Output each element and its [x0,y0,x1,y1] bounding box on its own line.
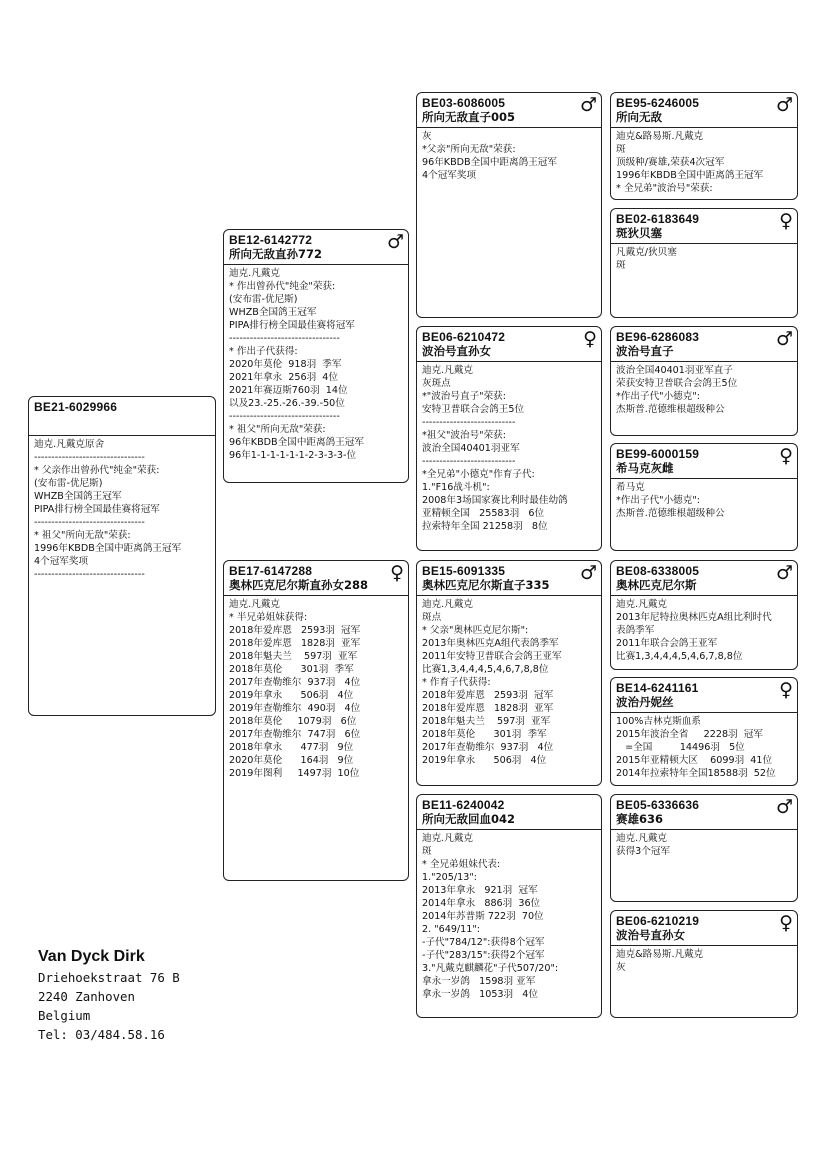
pigeon-name: 所向无敌直孙772 [229,247,323,261]
detail-line: --------------------------- [422,456,516,467]
ring-number: BE05-6336636 [616,798,700,812]
detail-line: WHZB全国鸽王冠军 [229,307,317,318]
detail-line: 迪克&路易斯.凡戴克 [616,949,704,960]
detail-line: --------------------------- [422,417,516,428]
detail-line: 2013年奥林匹克A组代表鸽季军 [422,638,559,649]
male-symbol-icon: ♂ [579,562,597,584]
ring-number: BE99-6000159 [616,447,700,461]
card-details [611,362,797,419]
female-symbol-icon: ♀ [779,912,793,934]
owner-city: 2240 Zanhoven [38,989,135,1004]
card-details [29,436,215,584]
detail-line: * 作出曾孙代"纯金"荣获: [229,281,336,292]
male-symbol-icon: ♂ [579,94,597,116]
detail-line: 96年KBDB全国中距离鸽王冠军 [422,157,557,168]
detail-line: 灰 [616,962,626,973]
card-details [417,362,601,536]
detail-line: 迪克&路易斯.凡戴克 [616,131,704,142]
pedigree-card-sdd [610,443,798,551]
detail-line: *全兄弟"小德克"作育子代: [422,469,535,480]
detail-line: 杰斯普.范德维根超级种公 [616,508,725,519]
detail-line: 100%吉林克斯血系 [616,716,701,727]
detail-line: 迪克.凡戴克 [229,599,281,610]
detail-line: 荣获安特卫普联合会鸽王5位 [616,378,738,389]
pedigree-card-dds [610,794,798,902]
detail-line: 比赛1,3,4,4,4,5,4,6,7,8,8位 [616,651,743,662]
detail-line: *祖父"波治号"荣获: [422,430,507,441]
detail-line: 迪克.凡戴克 [616,599,668,610]
detail-line: 2008年3场国家赛比利时最佳幼鸽 [422,495,568,506]
card-details [224,596,408,783]
detail-line: 2014年苏普斯 722羽 70位 [422,911,544,922]
pedigree-card-sire [223,229,409,483]
detail-line: 2013年拿永 921羽 冠军 [422,885,538,896]
detail-line: 2018年爱库恩 1828羽 亚军 [422,703,554,714]
female-symbol-icon: ♀ [583,328,597,350]
detail-line: * 父亲作出曾孙代"纯金"荣获: [34,465,160,476]
ring-number: BE06-6210219 [616,914,700,928]
detail-line: 迪克.凡戴克 [422,599,474,610]
detail-line: 2017年查勒维尔 937羽 4位 [229,677,361,688]
ring-number: BE96-6286083 [616,330,700,344]
detail-line: * 祖父"所向无敌"荣获: [229,424,326,435]
detail-line: 波治全国40401羽亚军直子 [616,365,733,376]
male-symbol-icon: ♂ [775,796,793,818]
detail-line: 2011年安特卫普联合会鸽王亚军 [422,651,562,662]
detail-line: 2019年查勒维尔 490羽 4位 [229,703,361,714]
card-details [417,128,601,185]
detail-line: PIPA排行榜全国最佳赛将冠军 [34,504,160,515]
ring-number: BE21-6029966 [34,400,118,414]
detail-line: 1."F16战斗机": [422,482,490,493]
detail-line: 2017年查勒维尔 747羽 6位 [229,729,361,740]
pedigree-card-subject [28,396,216,716]
pedigree-card-dss [610,560,798,670]
detail-line: 拿永一岁鸽 1053羽 4位 [422,989,538,1000]
pedigree-card-ddd [610,910,798,1018]
ring-number: BE02-6183649 [616,212,700,226]
detail-line: 2019年拿永 506羽 4位 [422,755,547,766]
detail-line: * 全兄弟姐妹代表: [422,859,501,870]
detail-line: 迪克.凡戴克原舍 [34,439,105,450]
detail-line: * 作育子代获得: [422,677,491,688]
detail-line: 斑点 [422,612,442,623]
pedigree-card-sss [610,92,798,200]
owner-country: Belgium [38,1008,91,1023]
pedigree-card-dam-sire [416,560,602,786]
detail-line: -------------------------------- [34,569,145,580]
detail-line: 斑 [422,846,432,857]
pedigree-card-dsd [610,677,798,786]
ring-number: BE17-6147288 [229,564,313,578]
detail-line: 安特卫普联合会鸽王5位 [422,404,525,415]
male-symbol-icon: ♂ [775,328,793,350]
ring-number: BE12-6142772 [229,233,313,247]
female-symbol-icon: ♀ [390,562,404,584]
detail-line: 迪克.凡戴克 [229,268,281,279]
ring-number: BE14-6241161 [616,681,699,695]
detail-line: 亚精顿全国 25583羽 6位 [422,508,545,519]
ring-number: BE08-6338005 [616,564,700,578]
card-details [611,596,797,666]
card-details [611,244,797,275]
detail-line: 灰斑点 [422,378,451,389]
female-symbol-icon: ♀ [779,679,793,701]
owner-name: Van Dyck Dirk [38,948,145,965]
detail-line: (安布雷-优尼斯) [229,294,298,305]
female-symbol-icon: ♀ [779,445,793,467]
detail-line: 2011年联合会鸽王亚军 [616,638,718,649]
pedigree-card-dam-dam [416,794,602,1018]
detail-line: 杰斯普.范德维根超级种公 [616,404,725,415]
detail-line: *"波治号直子"荣获: [422,391,507,402]
pigeon-name: 所向无敌 [616,110,662,124]
detail-line: 3."凡戴克麒麟花"子代507/20": [422,963,559,974]
detail-line: -子代"283/15":获得2个冠军 [422,950,545,961]
card-details [417,830,601,1004]
detail-line: 比赛1,3,4,4,4,5,4,6,7,8,8位 [422,664,549,675]
detail-line: 表鸽季军 [616,625,655,636]
detail-line: 2021年拿永 256羽 4位 [229,372,338,383]
ring-number: BE15-6091335 [422,564,506,578]
detail-line: WHZB全国鸽王冠军 [34,491,122,502]
pigeon-name: 波治号直孙女 [422,344,491,358]
pigeon-name: 斑狄贝塞 [616,226,662,240]
detail-line: -------------------------------- [34,517,145,528]
pigeon-name: 波治号直子 [616,344,674,358]
detail-line: * 父亲"奥林匹克尼尔斯": [422,625,529,636]
male-symbol-icon: ♂ [386,231,404,253]
detail-line: *父亲"所向无敌"荣获: [422,144,516,155]
pigeon-name: 赛雄636 [616,812,664,826]
pigeon-name: 奥林匹克尼尔斯直子335 [422,578,550,592]
pedigree-card-ssd [610,208,798,318]
detail-line: 1."205/13": [422,872,477,883]
pigeon-name: 希马克灰雌 [616,461,674,475]
detail-line: 2018年爱库恩 2593羽 冠军 [422,690,554,701]
detail-line: -------------------------------- [229,333,340,344]
pigeon-name: 所向无敌回血042 [422,812,516,826]
card-details [611,479,797,523]
ring-number: BE03-6086005 [422,96,506,110]
detail-line: 2014年拿永 886羽 36位 [422,898,541,909]
detail-line: * 作出子代获得: [229,346,298,357]
detail-line: 迪克.凡戴克 [422,365,474,376]
detail-line: 获得3个冠军 [616,846,671,857]
detail-line: =全国 14496羽 5位 [616,742,745,753]
detail-line: 2. "649/11": [422,924,481,935]
detail-line: 2019年图利 1497羽 10位 [229,768,360,779]
detail-line: 2015年亚精顿大区 6099羽 41位 [616,755,773,766]
male-symbol-icon: ♂ [775,562,793,584]
pigeon-name: 奥林匹克尼尔斯直孙女288 [229,578,369,592]
detail-line: PIPA排行榜全国最佳赛将冠军 [229,320,355,331]
male-symbol-icon: ♂ [775,94,793,116]
detail-line: 2020年莫伦 918羽 季军 [229,359,342,370]
pigeon-name: 所向无敌直子005 [422,110,516,124]
ring-number: BE11-6240042 [422,798,505,812]
detail-line: 2018年莫伦 301羽 季军 [422,729,547,740]
detail-line: 4个冠军奖项 [422,170,477,181]
detail-line: 迪克.凡戴克 [616,833,668,844]
detail-line: 96年KBDB全国中距离鸽王冠军 [229,437,364,448]
detail-line: 波治全国40401羽亚军 [422,443,520,454]
detail-line: -------------------------------- [34,452,145,463]
card-details [611,830,797,861]
detail-line: * 半兄弟姐妹获得: [229,612,308,623]
detail-line: 拿永一岁鸽 1598羽 亚军 [422,976,536,987]
owner-address [38,946,180,1044]
card-details [611,128,797,198]
detail-line: *作出子代"小德克": [616,391,701,402]
detail-line: 2018年莫伦 1079羽 6位 [229,716,357,727]
owner-phone: Tel: 03/484.58.16 [38,1027,165,1042]
card-details [417,596,601,770]
detail-line: -子代"784/12":获得8个冠军 [422,937,545,948]
detail-line: 2021年赛迈斯760羽 14位 [229,385,348,396]
detail-line: 希马克 [616,482,645,493]
pedigree-card-dam [223,560,409,881]
female-symbol-icon: ♀ [779,210,793,232]
detail-line: 2018年莫伦 301羽 季军 [229,664,354,675]
detail-line: 迪克.凡戴克 [422,833,474,844]
pigeon-name: 波治号直孙女 [616,928,685,942]
card-details [224,265,408,465]
card-details [611,946,797,977]
pedigree-card-sire-dam [416,326,602,551]
detail-line: 1996年KBDB全国中距离鸽王冠军 [34,543,182,554]
pigeon-name: 波治丹妮丝 [616,695,674,709]
detail-line: 灰 [422,131,432,142]
detail-line: 2018年爱库恩 1828羽 亚军 [229,638,361,649]
detail-line: 斑 [616,144,626,155]
pedigree-card-sire-sire [416,92,602,318]
pigeon-name: 奥林匹克尼尔斯 [616,578,697,592]
ring-number: BE95-6246005 [616,96,700,110]
detail-line: 凡戴克/狄贝塞 [616,247,677,258]
detail-line: 拉索特年全国 21258羽 8位 [422,521,548,532]
detail-line: (安布雷-优尼斯) [34,478,103,489]
detail-line: 斑 [616,260,626,271]
detail-line: 2013年尼特拉奥林匹克A组比利时代 [616,612,772,623]
pedigree-card-sds [610,326,798,436]
card-details [611,713,797,783]
detail-line: 2015年波治全省 2228羽 冠军 [616,729,763,740]
detail-line: * 祖父"所向无敌"荣获: [34,530,131,541]
detail-line: 2018年拿永 477羽 9位 [229,742,354,753]
detail-line: 2018年魁夫兰 597羽 亚军 [229,651,358,662]
detail-line: 2014年拉索特年全国18588羽 52位 [616,768,776,779]
detail-line: *作出子代"小德克": [616,495,701,506]
detail-line: 4个冠军奖项 [34,556,89,567]
ring-number: BE06-6210472 [422,330,506,344]
detail-line: 96年1-1-1-1-1-1-2-3-3-3-位 [229,450,357,461]
owner-street: Driehoekstraat 76 B [38,970,180,985]
detail-line: 2020年莫伦 164羽 9位 [229,755,354,766]
detail-line: 2017年查勒维尔 937羽 4位 [422,742,554,753]
detail-line: 2018年爱库恩 2593羽 冠军 [229,625,361,636]
detail-line: 顶级种/赛雄,荣获4次冠军 [616,157,725,168]
detail-line: 2019年拿永 506羽 4位 [229,690,354,701]
detail-line: 2018年魁夫兰 597羽 亚军 [422,716,551,727]
detail-line: * 全兄弟"波治号"荣获: [616,183,713,194]
detail-line: 1996年KBDB全国中距离鸽王冠军 [616,170,764,181]
detail-line: -------------------------------- [229,411,340,422]
detail-line: 以及23.-25.-26.-39.-50位 [229,398,345,409]
